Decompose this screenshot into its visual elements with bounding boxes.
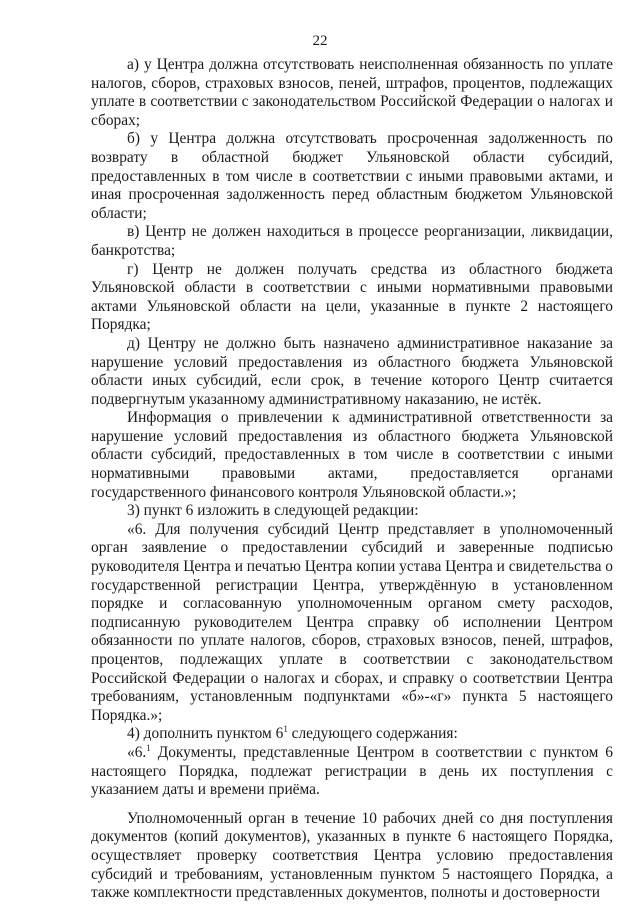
item-4-text-end: следующего содержания:	[287, 725, 458, 743]
paragraph-last: Уполномоченный орган в течение 10 рабочих дней со дня поступления документов (копий документов), указанных в пункте 6 настоящего Порядка, осуществляет проверку соответствия Центра условию предоставления субсидий и требованиям, установленным пунктом 5 настоящего Порядка, а также комплектности представленных документов, полноты и достоверности	[91, 809, 613, 902]
paragraph-item-4	[91, 725, 613, 744]
item-4-text: 4) дополнить пунктом 6	[127, 725, 284, 743]
paragraph-b: б) у Центра должна отсутствовать просроченная задолженность по возврату в областной бюджет Ульяновской области субсидий, предоставленных в том числе в соответствии с иными правовыми актами, и иная просроченная задолженность перед областным бюджетом Ульяновской области;	[91, 130, 613, 222]
paragraph-clause-6-1	[91, 744, 613, 800]
paragraph-item-3: 3) пункт 6 изложить в следующей редакции:	[127, 502, 419, 520]
superscript: 1	[283, 724, 288, 735]
superscript: 1	[146, 742, 151, 753]
paragraph-d: д) Центру не должно быть назначено административное наказание за нарушение условий предоставления из областного бюджета Ульяновской области иных субсидий, если срок, в течение которого Центр считается подвергнутым указанному административному наказанию, не истёк.	[91, 334, 613, 408]
paragraph-clause-6: «6. Для получения субсидий Центр представляет в уполномоченный орган заявление о предоставлении субсидий и заверенные подписью руководителя Центра и печатью Центра копии устава Центра и свидетельства о государственной регистрации Центра, утверждённую в установленном порядке и согласованную уполномоченным органом смету расходов, подписанную руководителем Центра справку об исполнении Центром обязанности по уплате налогов, сборов, страховых взносов, пеней, штрафов, процентов, подлежащих уплате в соответствии с законодательством Российской Федерации о налогах и сборах, и справку о соответствии Центра требованиям, установленным подпунктами «б»-«г» пункта 5 настоящего Порядка.»;	[91, 520, 613, 724]
paragraph-v: в) Центр не должен находиться в процессе реорганизации, ликвидации, банкротства;	[91, 223, 613, 259]
clause-6-1-text: Документы, представленные Центром в соответствии с пунктом 6 настоящего Порядка, подлежат регистрации в день их поступления с указанием даты и времени приёма.	[91, 743, 613, 799]
page-number: 22	[312, 33, 328, 49]
clause-6-1-number: «6.	[127, 743, 147, 761]
paragraph-g: г) Центр не должен получать средства из областного бюджета Ульяновской области в соответствии с иными нормативными правовыми актами Ульяновской области на цели, указанные в пункте 2 настоящего Порядка;	[91, 260, 613, 334]
paragraph-info: Информация о привлечении к административной ответственности за нарушение условий предоставления из областного бюджета Ульяновской области субсидий, предоставленных в том числе в соответствии с иными нормативными правовыми актами, предоставляется органами государственного финансового контроля Ульяновской области.»;	[91, 409, 613, 501]
document-body	[91, 56, 613, 903]
paragraph-a: а) у Центра должна отсутствовать неисполненная обязанность по уплате налогов, сборов, страховых взносов, пеней, штрафов, процентов, подлежащих уплате в соответствии с законодательством Российской Федерации о налогах и сборах;	[91, 56, 613, 129]
